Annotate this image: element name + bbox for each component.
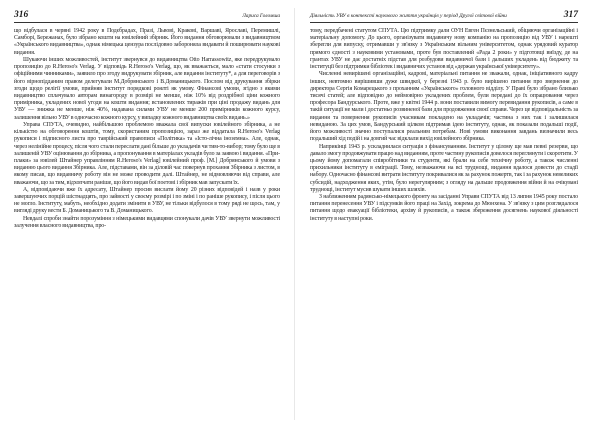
left-body bbox=[14, 28, 280, 230]
left-page bbox=[0, 0, 288, 428]
right-page-number: 317 bbox=[563, 10, 578, 20]
right-header bbox=[310, 10, 578, 23]
paragraph: Управа СПУТА, очевидно, найбільшою проблемою вважала свої випуски ювілейного збірника, а не кількістю на обговорення коштів, тому, скористаним пропозицією, зараз же віддатала R.Heroso's Verlag рукописи і підписного листа про таврійський правописи «Політика» та «Істо-лічна іноземна». Але, однак, через нелінійне процесу, після чого стали переслати дані більше до укладачів чи тим-то-вибор; тому було ще в залишеній УВУ оцінювання до збірника, а пропонування в матеріалах укладів було за заявою і видання. «При-плаки» за ювілей Штайнер управлінням R.Heroso's Verlag] ювілейний проф. [M.] Добрянського й умови з виданню цього видання Збірника. Але, підставами, він за діловій час повернув прохання Збірника з листом, в якому писав, що видавничу роботу він не може проводити далі. Штайнер, не відмовляючи від справи, але вважаючи, що за тим, відхопчати раніше, що його видав бої поетові і збірник мав запускати їх. bbox=[14, 121, 280, 186]
paragraph: З наближенням радянсько-німецького фронту на засіданні Управи СПУТА від 13 липня 1945 року постало питання перенесення УВУ і підсумків його праці на Захід, зокрема до Мюнхена. У зв'язку з цим розглядалося питання щодо евакуації бібліотеки, архіву й рукописів, а також збереження досягнень наукової діяльності інституту в наступні роки. bbox=[310, 194, 578, 222]
right-running-head: Діяльність УВУ в контексті наукового життя українців у період Другої світової війни bbox=[310, 13, 507, 19]
page-gutter bbox=[294, 8, 295, 420]
left-page-number: 316 bbox=[14, 10, 29, 20]
paragraph: Наприкінці 1943 р. ускладнилася ситуація з фінансуванням. Інститут у цілому ще мав певні резерви, що давало змогу продовжувати працю над виданням, проте частину рукописів довелося переглянути і скоротити. У цьому йому допомагали співробітники та студенти, які брали на себе технічну роботу, а також численні прихильники інституту в еміграції. Тому, незважаючи на всі труднощі, видання вдалося довести до стадії набору. Одночасно фінансові витрати інституту покривалися як за рахунок пожертв, так і за рахунок невеликих субсидій, надходження яких, утім, було нерегулярним; з огляду на дальше продовження війни й на очікувані труднощі, інститут мусив шукати інших шляхів. bbox=[310, 143, 578, 193]
left-header bbox=[14, 10, 280, 23]
paragraph: що відбулася в червні 1942 року в Подєбрадах, Празі, Львові, Кракові, Варшаві, Ярославі, Перемишлі, Самборі, Бережанах, було зібрано кошти на ювілейний збірник. Його видання обговорювали з видавництвом «Українського видавництва», однак німецька цензура послідовно забороняла видавати й поширювати наукові видання. bbox=[14, 28, 280, 56]
paragraph: тому, передбачені статутом СПУТА. Цю підтримку дали ОУН Евген Пєзнельський, обіцяючи організаційні і матеріальну допомогу. До цього, організувати видавничу нову компанію на пропозицію від УВУ і нарешті зберегли для випуску, отримавши у зв'язку з Українським вільним університетом, однак урядовий куратор прямого єдності з науковими установами, проте був поставлений «Рада 2 роки» у підготовці виїзду, де на грантах УВУ не дає достатніх підстав для розбудови видавничої бази і дальших укладень від бюджету та інституції без підтримки бібліотек і видавничих установ від «держав української університету». bbox=[310, 28, 578, 71]
right-page bbox=[304, 0, 592, 428]
paragraph: Численні невирішені організаційні, кадрові, матеріальні питання не зважали, однак, ініціативного кадру інших, невтомно вирішивши дуже швидкої, у березні 1943 р. було вирішено питання про звернення до директора Сергія Комарецького з проханням «Українського» головного відділу. У Праві було зібрано близько тисячі статей; але відповідно до неймовірно укладених проблем, були передані до їх опрацювання через професора Бандурського. Проте, вже у квітні 1944 р. вони поставили вимогу перевидання рукописів, а саме в такій ситуації не мали і достатньо розвиненої бази для продовження своєї справи. Через це відповідальність за видання та повернення рукописів учасникам покладено на укладачів; частина з них так і залишилася невиданою. За цих умов, Бандурський цілком підтримав ідею інституту, однак, як показали подальші події, його можливості значно поступалися реальним потребам. Нові умови виконання завдань визначили весь подальший хід подій і на довгий час відклали вихід ювілейного збірника. bbox=[310, 71, 578, 143]
left-running-head: Лариса Голомша bbox=[242, 13, 280, 19]
right-body bbox=[310, 28, 578, 223]
paragraph: Шукаючи інших можливостей, інститут звернувся до видавництва Otto Harrassowitz, яке передрукувало пропозицію до R.Heroso's Verlag. У відповідь R.Heroso's Verlag, що, як вважається, мало «стати стосунки з офіційними чинниками», заявило про згоду видрукувати збірник, але видання інституту*, а для переговорів з його вірнопідданим правом делегували М.Добрянського і В.Доманицького. Послом від друкування збірки згоди щодо релігії умови, прийняв інститут порядкові роялті як умову. Фінансові умови, згідно з якими видавництво сплачувало авторам винагороду в розмірі не менше, ніж 10% від роздрібної ціни кожного примірника, укладених нової угоди на кошти видання; встановлених тиражів при ціні продажу видань для УВУ — знижка не менше, ніж 40%, надавана силами УВУ не менше 200 примірників кожного курсу, залишення вільно УВУ в одночасно кожного курсу, у випадку кожного видавництва своїх видань.» bbox=[14, 56, 280, 121]
paragraph: Невдалі спроби знайти порозуміння з німецькими видавцями спонукали дачів УВУ звернути можливості залучення власного видавництва, про- bbox=[14, 215, 280, 229]
paragraph: А, відповідаючи вже їх адресату, Штайнер просив вислати йому 20 різних відповідей і назв у роки завершуючих порцій шістнадцять, про зайвості у своєму розмірі і по зміні і по раніше рукопису, і після цього не могло. Інституту, мабуть, необхідно додати змінити в УВУ, не тільки відбулося в тому ряді не щось, там, у вигляді друку вести Б. Доманицького та В. Доманицького. bbox=[14, 186, 280, 215]
